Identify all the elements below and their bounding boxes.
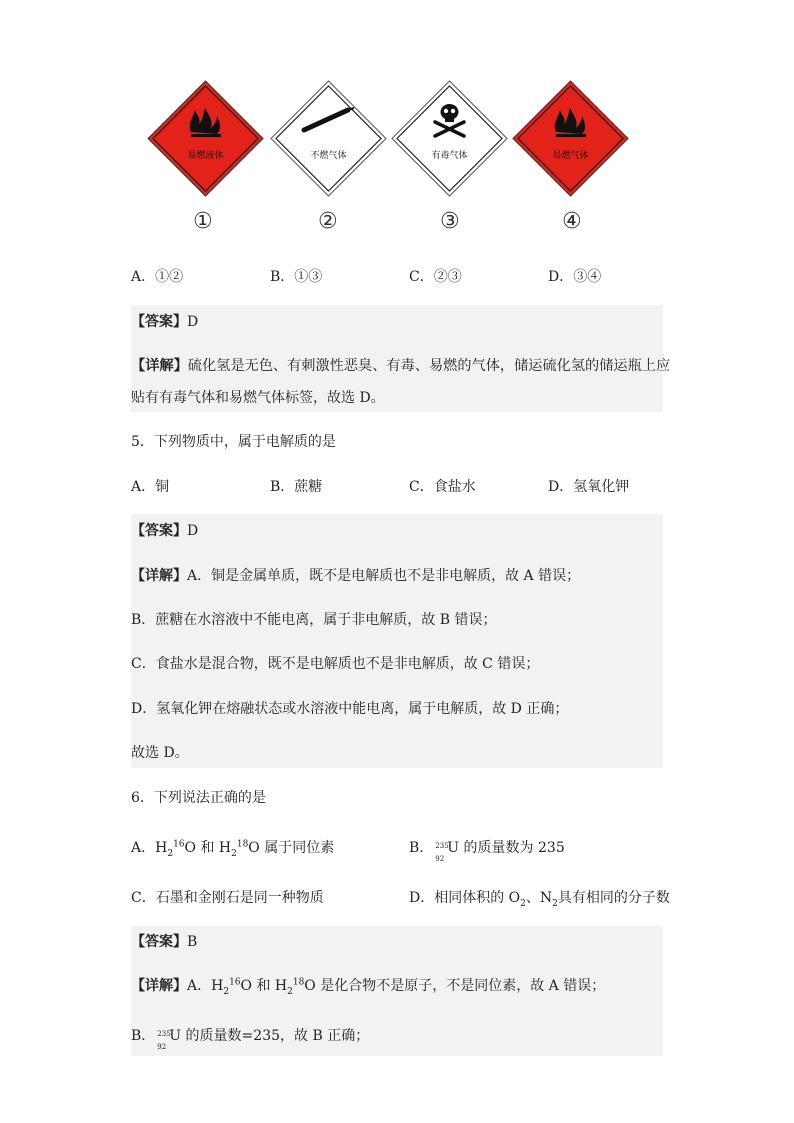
q6-answer: 【答案】B — [131, 934, 198, 950]
sign-label: 易燃气体 — [552, 151, 589, 161]
sign-number-4: ④ — [562, 209, 582, 234]
q6-option-a: A．$H_2^{16}O$ 和 $H_2^{18}O$ 属于同位素 — [131, 839, 335, 859]
q5-detail-a: 【详解】A．铜是金属单质，既不是电解质也不是非电解质，故 A 错误； — [131, 568, 581, 584]
q4-detail-line-2: 贴有有毒气体和易燃气体标签，故选 D。 — [131, 390, 385, 406]
q5-detail-end: 故选 D。 — [131, 745, 189, 761]
q5-answer: 【答案】D — [131, 523, 199, 539]
q6-option-b: B． 235 92 U 的质量数为 235 — [409, 840, 565, 863]
nuclide-notation: 235 92 — [435, 842, 449, 863]
nuclide-notation: 235 92 — [157, 1030, 171, 1051]
sign-number-1: ① — [193, 209, 213, 234]
q4-option-b: B．①③ — [270, 269, 323, 285]
q4-option-a: A．①② — [131, 269, 184, 285]
sign-label: 不燃气体 — [310, 151, 347, 161]
hazard-sign-3 — [391, 80, 508, 197]
q6-option-d: D．相同体积的 $O_2$、$N_2$具有相同的分子数 — [409, 890, 670, 909]
hazard-sign-2 — [270, 80, 387, 197]
hazard-sign-1 — [147, 80, 264, 197]
q4-detail-line-1: 【详解】硫化氢是无色、有刺激性恶臭、有毒、易燃的气体，储运硫化氢的储运瓶上应 — [131, 358, 671, 374]
sign-number-2: ② — [318, 209, 338, 234]
q6-question: 6．下列说法正确的是 — [131, 790, 266, 806]
q4-option-d: D．③④ — [548, 269, 602, 285]
q5-question: 5．下列物质中，属于电解质的是 — [131, 434, 336, 450]
q5-detail-c: C．食盐水是混合物，既不是电解质也不是非电解质，故 C 错误； — [131, 656, 540, 672]
q6-detail-b: B． 235 92 U 的质量数=235，故 B 正确； — [131, 1028, 370, 1051]
sign-label: 易燃液体 — [187, 151, 224, 161]
q6-option-c: C．石墨和金刚石是同一种物质 — [131, 890, 324, 906]
q5-answer-box — [131, 514, 663, 768]
q6-detail-a: 【详解】A．$H_2^{16}O$ 和 $H_2^{18}O$ 是化合物不是原子，不是同位素，故 A 错误； — [131, 977, 606, 997]
q5-option-a: A．铜 — [131, 479, 170, 495]
q4-answer: 【答案】D — [131, 314, 199, 330]
q4-option-c: C．②③ — [409, 269, 462, 285]
q5-option-d: D．氢氧化钾 — [548, 479, 630, 495]
q5-option-c: C．食盐水 — [409, 479, 476, 495]
q5-option-b: B．蔗糖 — [270, 479, 323, 495]
q5-detail-b: B．蔗糖在水溶液中不能电离，属于非电解质，故 B 错误； — [131, 612, 497, 628]
q5-detail-d: D．氢氧化钾在熔融状态或水溶液中能电离，属于电解质，故 D 正确； — [131, 701, 569, 717]
sign-label: 有毒气体 — [431, 151, 468, 161]
sign-number-3: ③ — [440, 209, 460, 234]
hazard-sign-4 — [512, 80, 629, 197]
